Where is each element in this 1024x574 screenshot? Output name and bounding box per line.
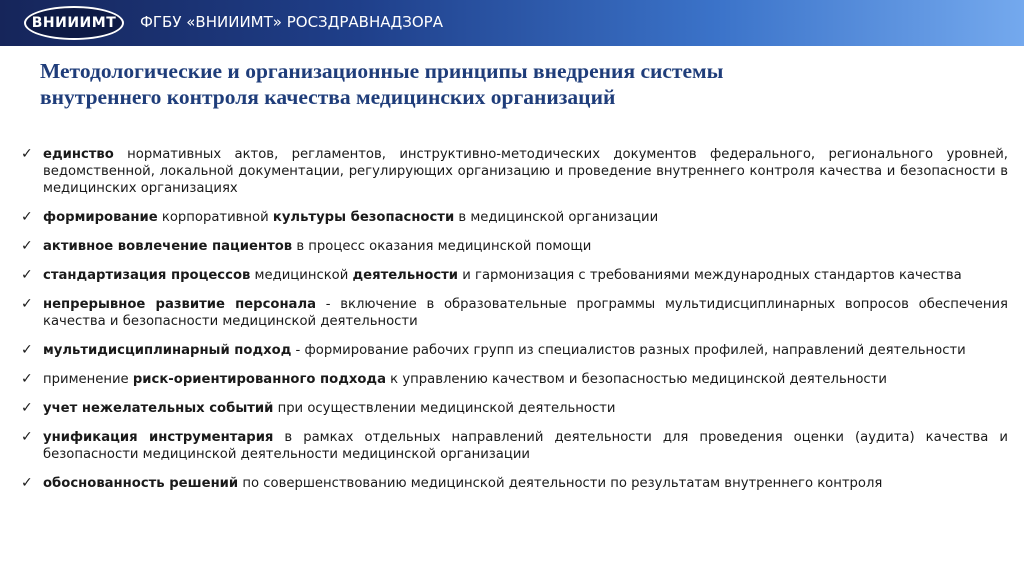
check-icon: ✓: [21, 209, 33, 225]
item-text: при осуществлении медицинской деятельности: [273, 401, 616, 416]
slide-title: [40, 58, 990, 110]
item-text: в рамках отдельных направлений деятельности для проведения оценки (аудита) качества и безопасности медицинской деятельности медицинской организации: [43, 430, 1008, 462]
item-text: - формирование рабочих групп из специалистов разных профилей, направлений деятельности: [291, 343, 966, 358]
list-item: [18, 267, 1008, 284]
check-icon: ✓: [21, 371, 33, 387]
check-icon: ✓: [21, 267, 33, 283]
check-icon: ✓: [21, 429, 33, 445]
item-text: по совершенствованию медицинской деятельности по результатам внутреннего контроля: [238, 476, 883, 491]
item-text: нормативных актов, регламентов, инструктивно-методических документов федерального, регионального уровней, ведомственной, локальной документации, регулирующих организацию и проведение внутреннего контроля качества и безопасности в медицинских организациях: [43, 147, 1008, 196]
organization-name: ФГБУ «ВНИИИМТ» РОСЗДРАВНАДЗОРА: [140, 13, 443, 31]
logo-text: ВНИИИМТ: [31, 15, 117, 31]
list-item: [18, 371, 1008, 388]
item-text: корпоративной: [157, 210, 273, 225]
item-bold-text: учет нежелательных событий: [43, 401, 274, 416]
check-icon: ✓: [21, 475, 33, 491]
item-bold-text: обоснованность решений: [43, 476, 239, 491]
item-text: в медицинской организации: [454, 210, 659, 225]
item-text: применение: [43, 372, 133, 387]
item-bold-text: унификация инструментария: [43, 430, 274, 445]
list-item: [18, 475, 1008, 492]
item-text: - включение в образовательные программы мультидисциплинарных вопросов обеспечения качества и безопасности медицинской деятельности: [43, 297, 1008, 329]
item-bold-text: непрерывное развитие персонала: [43, 297, 317, 312]
org-logo: [24, 6, 124, 40]
item-text: медицинской: [250, 268, 353, 283]
item-bold-text: мультидисциплинарный подход: [43, 343, 292, 358]
list-item: [18, 429, 1008, 463]
item-bold-text: формирование: [43, 210, 158, 225]
list-item: [18, 400, 1008, 417]
header-bar: [0, 0, 1024, 46]
principles-list: [18, 146, 1008, 504]
list-item: [18, 342, 1008, 359]
check-icon: ✓: [21, 146, 33, 162]
check-icon: ✓: [21, 296, 33, 312]
list-item: [18, 296, 1008, 330]
item-bold-text: культуры безопасности: [272, 210, 455, 225]
item-bold-text: активное вовлечение пациентов: [43, 239, 293, 254]
item-text: и гармонизация с требованиями международных стандартов качества: [458, 268, 962, 283]
title-line-2: внутреннего контроля качества медицинских организаций: [40, 85, 616, 109]
list-item: [18, 238, 1008, 255]
item-bold-text: деятельности: [352, 268, 459, 283]
item-bold-text: единство: [43, 147, 114, 162]
item-bold-text: стандартизация процессов: [43, 268, 251, 283]
check-icon: ✓: [21, 400, 33, 416]
check-icon: ✓: [21, 238, 33, 254]
title-line-1: Методологические и организационные принципы внедрения системы: [40, 59, 724, 83]
item-bold-text: риск-ориентированного подхода: [132, 372, 386, 387]
list-item: [18, 146, 1008, 197]
item-text: в процесс оказания медицинской помощи: [292, 239, 592, 254]
item-text: к управлению качеством и безопасностью медицинской деятельности: [385, 372, 887, 387]
list-item: [18, 209, 1008, 226]
check-icon: ✓: [21, 342, 33, 358]
